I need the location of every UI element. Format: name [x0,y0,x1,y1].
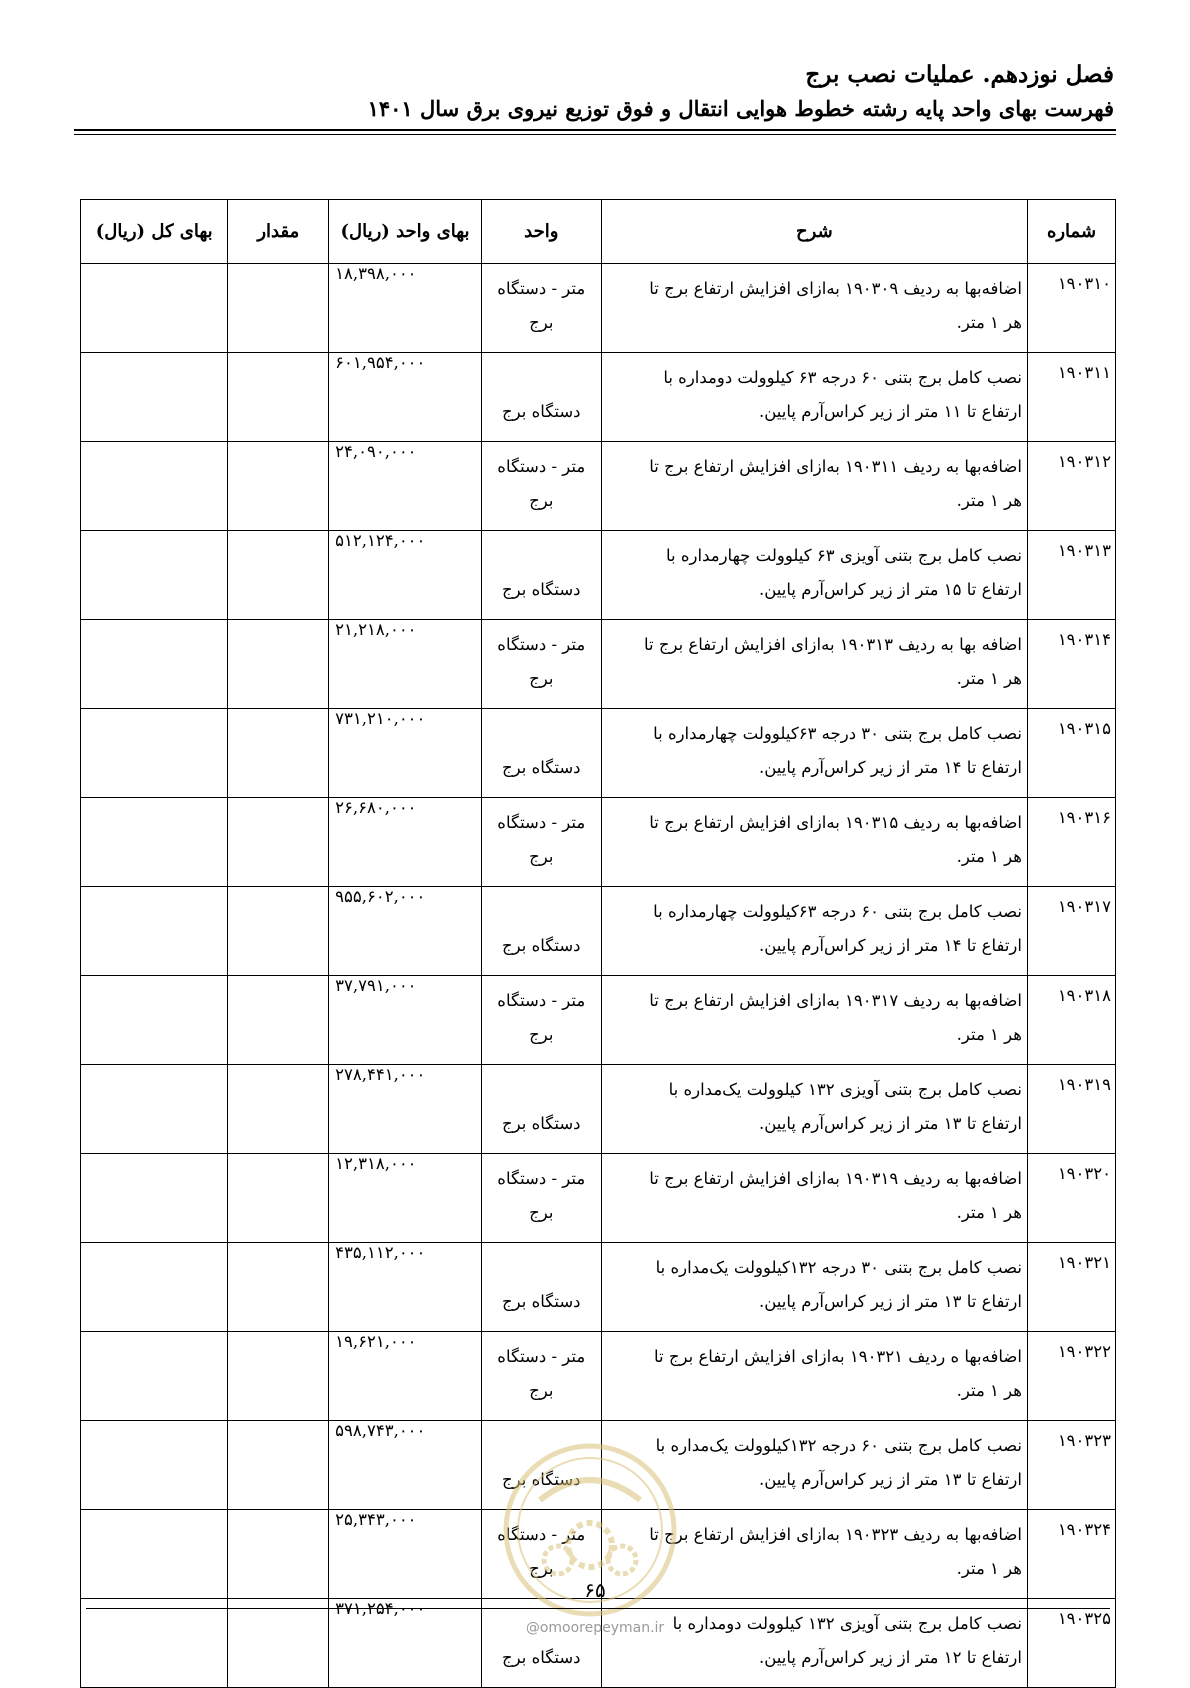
item-description [601,1154,1027,1243]
unit-line-1: متر - دستگاه [497,991,586,1010]
item-total [81,620,228,709]
item-quantity [228,264,329,353]
description-line-1: اضافه بها به ردیف ۱۹۰۳۱۳ به‌ازای افزایش ارتفاع برج تا [643,635,1022,654]
table-row [81,1243,1116,1332]
item-unit [481,531,601,620]
column-header-unit: واحد [481,200,601,264]
table-row [81,264,1116,353]
item-unit-price: ۲۶,۶۸۰,۰۰۰ [329,798,482,887]
unit-line-2: برج [529,669,554,688]
unit-line-2: برج [529,491,554,510]
item-description [601,531,1027,620]
item-description [601,1065,1027,1154]
table-row [81,1065,1116,1154]
item-unit [481,798,601,887]
item-unit [481,620,601,709]
item-quantity [228,1332,329,1421]
item-description [601,976,1027,1065]
description-line-2: ارتفاع تا ۱۳ متر از زیر کراس‌آرم پایین. [758,1470,1022,1489]
chapter-title: فصل نوزدهم. عملیات نصب برج [805,61,1114,88]
item-description [601,353,1027,442]
description-line-1: اضافه‌بها به ردیف ۱۹۰۳۱۱ به‌ازای افزایش ارتفاع برج تا [649,457,1022,476]
item-quantity [228,1421,329,1510]
item-unit-price: ۱۲,۳۱۸,۰۰۰ [329,1154,482,1243]
description-line-1: اضافه‌بها به ردیف ۱۹۰۳۱۹ به‌ازای افزایش ارتفاع برج تا [649,1169,1022,1188]
header-rule-thin [74,134,1116,135]
item-description [601,798,1027,887]
item-description [601,709,1027,798]
description-line-2: هر ۱ متر. [956,1381,1022,1400]
item-total [81,1599,228,1688]
item-quantity [228,620,329,709]
item-unit-price: ۲۵,۳۴۳,۰۰۰ [329,1510,482,1599]
page-number: ۶۵ [584,1578,606,1602]
column-header-unit-price: بهای واحد (ریال) [329,200,482,264]
item-total [81,1243,228,1332]
item-total [81,264,228,353]
item-total [81,353,228,442]
unit-line-1: دستگاه برج [502,1292,581,1311]
item-unit [481,1332,601,1421]
table-row [81,1332,1116,1421]
item-unit [481,353,601,442]
description-line-1: نصب کامل برج بتنی ۳۰ درجه ۱۳۲کیلوولت یک‌مداره با [655,1258,1022,1277]
table-row [81,442,1116,531]
description-line-2: هر ۱ متر. [956,1203,1022,1222]
item-description [601,1332,1027,1421]
item-description [601,1243,1027,1332]
item-number: ۱۹۰۳۲۰ [1027,1154,1115,1243]
item-quantity [228,887,329,976]
item-unit-price: ۱۹,۶۲۱,۰۰۰ [329,1332,482,1421]
item-number: ۱۹۰۳۱۰ [1027,264,1115,353]
unit-line-1: دستگاه برج [502,1648,581,1667]
description-line-1: نصب کامل برج بتنی ۶۰ درجه ۶۳ کیلوولت دومداره با [663,368,1022,387]
item-total [81,1065,228,1154]
item-unit-price: ۲۷۸,۴۴۱,۰۰۰ [329,1065,482,1154]
table-row [81,798,1116,887]
description-line-2: ارتفاع تا ۱۵ متر از زیر کراس‌آرم پایین. [758,580,1022,599]
unit-line-1: دستگاه برج [502,936,581,955]
unit-line-2: برج [529,1025,554,1044]
item-number: ۱۹۰۳۱۲ [1027,442,1115,531]
table-row [81,531,1116,620]
unit-line-1: متر - دستگاه [497,1347,586,1366]
item-unit-price: ۳۷۱,۲۵۴,۰۰۰ [329,1599,482,1688]
unit-line-1: متر - دستگاه [497,279,586,298]
unit-line-2: برج [529,1381,554,1400]
description-line-2: ارتفاع تا ۱۱ متر از زیر کراس‌آرم پایین. [758,402,1022,421]
item-quantity [228,1154,329,1243]
unit-line-2: برج [529,1559,554,1578]
description-line-1: نصب کامل برج بتنی آویزی ۶۳ کیلوولت چهارمداره با [666,546,1022,565]
description-line-1: نصب کامل برج بتنی ۶۰ درجه ۶۳کیلوولت چهارمداره با [653,902,1022,921]
column-header-number: شماره [1027,200,1115,264]
unit-line-1: متر - دستگاه [497,813,586,832]
item-total [81,798,228,887]
item-unit-price: ۳۷,۷۹۱,۰۰۰ [329,976,482,1065]
item-number: ۱۹۰۳۲۳ [1027,1421,1115,1510]
item-description [601,442,1027,531]
item-unit-price: ۲۱,۲۱۸,۰۰۰ [329,620,482,709]
item-unit-price: ۹۵۵,۶۰۲,۰۰۰ [329,887,482,976]
item-number: ۱۹۰۳۱۴ [1027,620,1115,709]
description-line-1: نصب کامل برج بتنی آویزی ۱۳۲ کیلوولت یک‌مداره با [668,1080,1022,1099]
item-number: ۱۹۰۳۲۵ [1027,1599,1115,1688]
unit-line-1: متر - دستگاه [497,457,586,476]
unit-line-1: دستگاه برج [502,1470,581,1489]
description-line-2: هر ۱ متر. [956,313,1022,332]
unit-line-2: برج [529,313,554,332]
description-line-1: اضافه‌بها به ردیف ۱۹۰۳۱۷ به‌ازای افزایش ارتفاع برج تا [649,991,1022,1010]
item-quantity [228,1065,329,1154]
item-unit-price: ۱۸,۳۹۸,۰۰۰ [329,264,482,353]
item-unit-price: ۶۰۱,۹۵۴,۰۰۰ [329,353,482,442]
column-header-total: بهای کل (ریال) [81,200,228,264]
description-line-2: هر ۱ متر. [956,669,1022,688]
item-number: ۱۹۰۳۱۷ [1027,887,1115,976]
item-unit [481,887,601,976]
item-unit [481,442,601,531]
table-row [81,1154,1116,1243]
item-total [81,1421,228,1510]
item-total [81,531,228,620]
description-line-2: هر ۱ متر. [956,1025,1022,1044]
item-total [81,887,228,976]
item-total [81,442,228,531]
item-quantity [228,353,329,442]
description-line-1: اضافه‌بها به ردیف ۱۹۰۳۰۹ به‌ازای افزایش ارتفاع برج تا [649,279,1022,298]
item-number: ۱۹۰۳۱۱ [1027,353,1115,442]
table-row [81,976,1116,1065]
item-total [81,976,228,1065]
item-quantity [228,531,329,620]
item-number: ۱۹۰۳۱۸ [1027,976,1115,1065]
item-total [81,1154,228,1243]
footer-rule [86,1608,1110,1609]
item-number: ۱۹۰۳۲۴ [1027,1510,1115,1599]
unit-line-1: متر - دستگاه [497,1169,586,1188]
item-description [601,887,1027,976]
column-header-quantity: مقدار [228,200,329,264]
item-quantity [228,1599,329,1688]
unit-line-1: دستگاه برج [502,758,581,777]
description-line-2: هر ۱ متر. [956,1559,1022,1578]
header-rule-thick [74,129,1116,131]
item-unit-price: ۷۳۱,۲۱۰,۰۰۰ [329,709,482,798]
description-line-1: نصب کامل برج بتنی ۳۰ درجه ۶۳کیلوولت چهارمداره با [653,724,1022,743]
item-unit [481,1243,601,1332]
description-line-2: هر ۱ متر. [956,847,1022,866]
item-number: ۱۹۰۳۱۵ [1027,709,1115,798]
unit-line-1: متر - دستگاه [497,1525,586,1544]
item-unit [481,709,601,798]
item-quantity [228,976,329,1065]
table-row [81,620,1116,709]
item-unit [481,976,601,1065]
description-line-1: اضافه‌بها به ردیف ۱۹۰۳۱۵ به‌ازای افزایش ارتفاع برج تا [649,813,1022,832]
item-unit-price: ۵۹۸,۷۴۳,۰۰۰ [329,1421,482,1510]
item-unit-price: ۴۳۵,۱۱۲,۰۰۰ [329,1243,482,1332]
description-line-1: اضافه‌بها ه ردیف ۱۹۰۳۲۱ به‌ازای افزایش ارتفاع برج تا [654,1347,1022,1366]
table-row [81,887,1116,976]
table-row [81,709,1116,798]
table-row [81,353,1116,442]
description-line-2: ارتفاع تا ۱۲ متر از زیر کراس‌آرم پایین. [758,1648,1022,1667]
item-unit [481,1154,601,1243]
unit-line-1: دستگاه برج [502,402,581,421]
unit-line-2: برج [529,847,554,866]
item-unit [481,264,601,353]
page-header [368,56,1114,124]
unit-line-1: دستگاه برج [502,1114,581,1133]
unit-line-1: متر - دستگاه [497,635,586,654]
description-line-1: اضافه‌بها به ردیف ۱۹۰۳۲۳ به‌ازای افزایش ارتفاع برج تا [649,1525,1022,1544]
item-total [81,1332,228,1421]
item-unit-price: ۵۱۲,۱۲۴,۰۰۰ [329,531,482,620]
description-line-2: هر ۱ متر. [956,491,1022,510]
item-number: ۱۹۰۳۱۶ [1027,798,1115,887]
item-quantity [228,1243,329,1332]
item-unit [481,1065,601,1154]
item-number: ۱۹۰۳۱۳ [1027,531,1115,620]
description-line-2: ارتفاع تا ۱۳ متر از زیر کراس‌آرم پایین. [758,1292,1022,1311]
item-total [81,709,228,798]
unit-line-1: دستگاه برج [502,580,581,599]
description-line-1: نصب کامل برج بتنی آویزی ۱۳۲ کیلوولت دومداره با [672,1614,1022,1633]
item-quantity [228,442,329,531]
document-subtitle: فهرست بهای واحد پایه رشته خطوط هوایی انتقال و فوق توزیع نیروی برق سال ۱۴۰۱ [367,96,1114,121]
description-line-2: ارتفاع تا ۱۴ متر از زیر کراس‌آرم پایین. [758,936,1022,955]
unit-line-2: برج [529,1203,554,1222]
column-header-description: شرح [601,200,1027,264]
description-line-2: ارتفاع تا ۱۳ متر از زیر کراس‌آرم پایین. [758,1114,1022,1133]
item-description [601,620,1027,709]
item-unit-price: ۲۴,۰۹۰,۰۰۰ [329,442,482,531]
item-quantity [228,798,329,887]
item-description [601,264,1027,353]
description-line-1: نصب کامل برج بتنی ۶۰ درجه ۱۳۲کیلوولت یک‌مداره با [655,1436,1022,1455]
website-watermark: @omoorepeyman.ir [525,1620,665,1636]
item-quantity [228,709,329,798]
item-number: ۱۹۰۳۲۱ [1027,1243,1115,1332]
item-number: ۱۹۰۳۲۲ [1027,1332,1115,1421]
description-line-2: ارتفاع تا ۱۴ متر از زیر کراس‌آرم پایین. [758,758,1022,777]
table-header-row [81,200,1116,264]
item-number: ۱۹۰۳۱۹ [1027,1065,1115,1154]
